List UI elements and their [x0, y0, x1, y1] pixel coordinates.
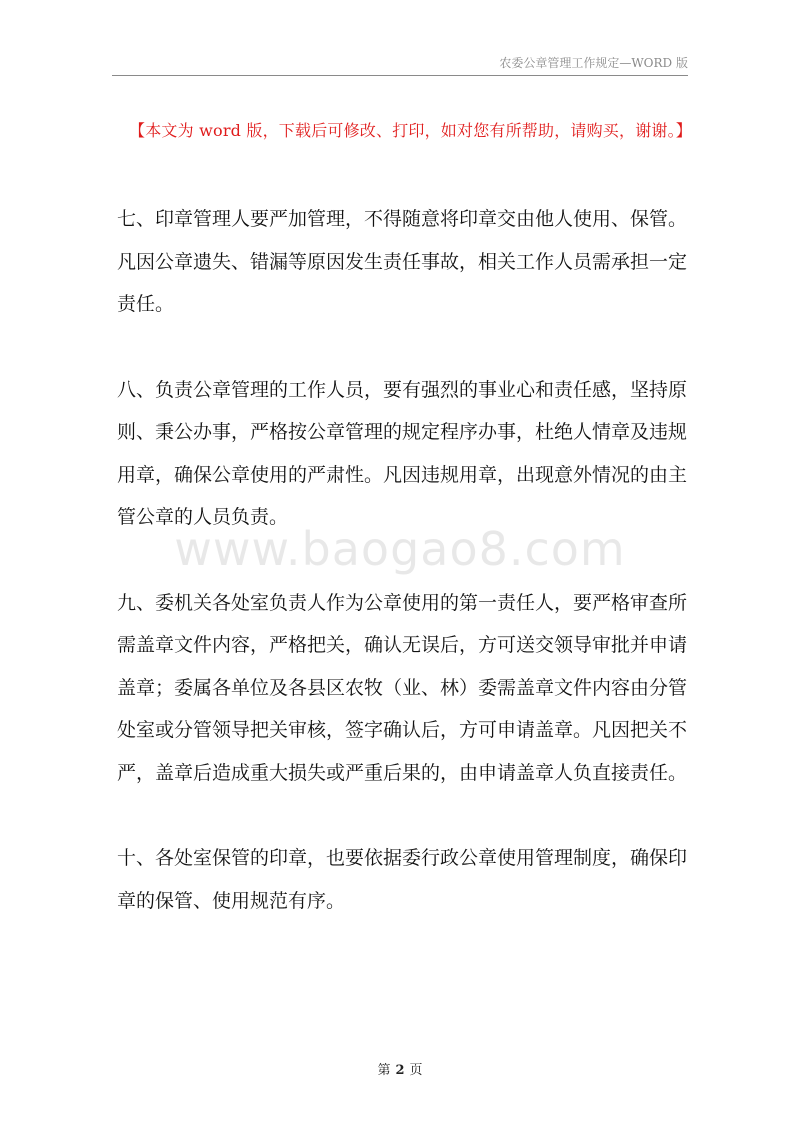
- document-body: [117, 198, 687, 965]
- footer-suffix: 页: [409, 1063, 423, 1078]
- watermark: www.baogao8.com: [174, 522, 626, 576]
- purchase-notice: 【本文为 word 版，下载后可修改、打印，如对您有所帮助，请购买，谢谢。】: [129, 121, 692, 140]
- footer-prefix: 第: [377, 1063, 391, 1078]
- page-footer: [0, 1059, 800, 1078]
- header-title: 农委公章管理工作规定—WORD 版: [499, 56, 688, 70]
- header-divider: [112, 75, 688, 76]
- paragraph-7: 七、印章管理人要严加管理，不得随意将印章交由他人使用、保管。凡因公章遗失、错漏等原因发生责任事故，相关工作人员需承担一定责任。: [117, 208, 688, 315]
- page-number: 2: [395, 1063, 405, 1078]
- paragraph-10: 十、各处室保管的印章，也要依据委行政公章使用管理制度，确保印章的保管、使用规范有序。: [117, 847, 688, 912]
- paragraph-9: 九、委机关各处室负责人作为公章使用的第一责任人，要严格审查所需盖章文件内容，严格把关，确认无误后，方可送交领导审批并申请盖章；委属各单位及各县区农牧（业、林）委需盖章文件内容由分管处室或分管领导把关审核，签字确认后，方可申请盖章。凡因把关不严，盖章后造成重大损失或严重后果的，由申请盖章人负直接责任。: [117, 591, 688, 784]
- paragraph-8: 八、负责公章管理的工作人员，要有强烈的事业心和责任感，坚持原则、秉公办事，严格按公章管理的规定程序办事，杜绝人情章及违规用章，确保公章使用的严肃性。凡因违规用章，出现意外情况的由主管公章的人员负责。: [117, 378, 688, 528]
